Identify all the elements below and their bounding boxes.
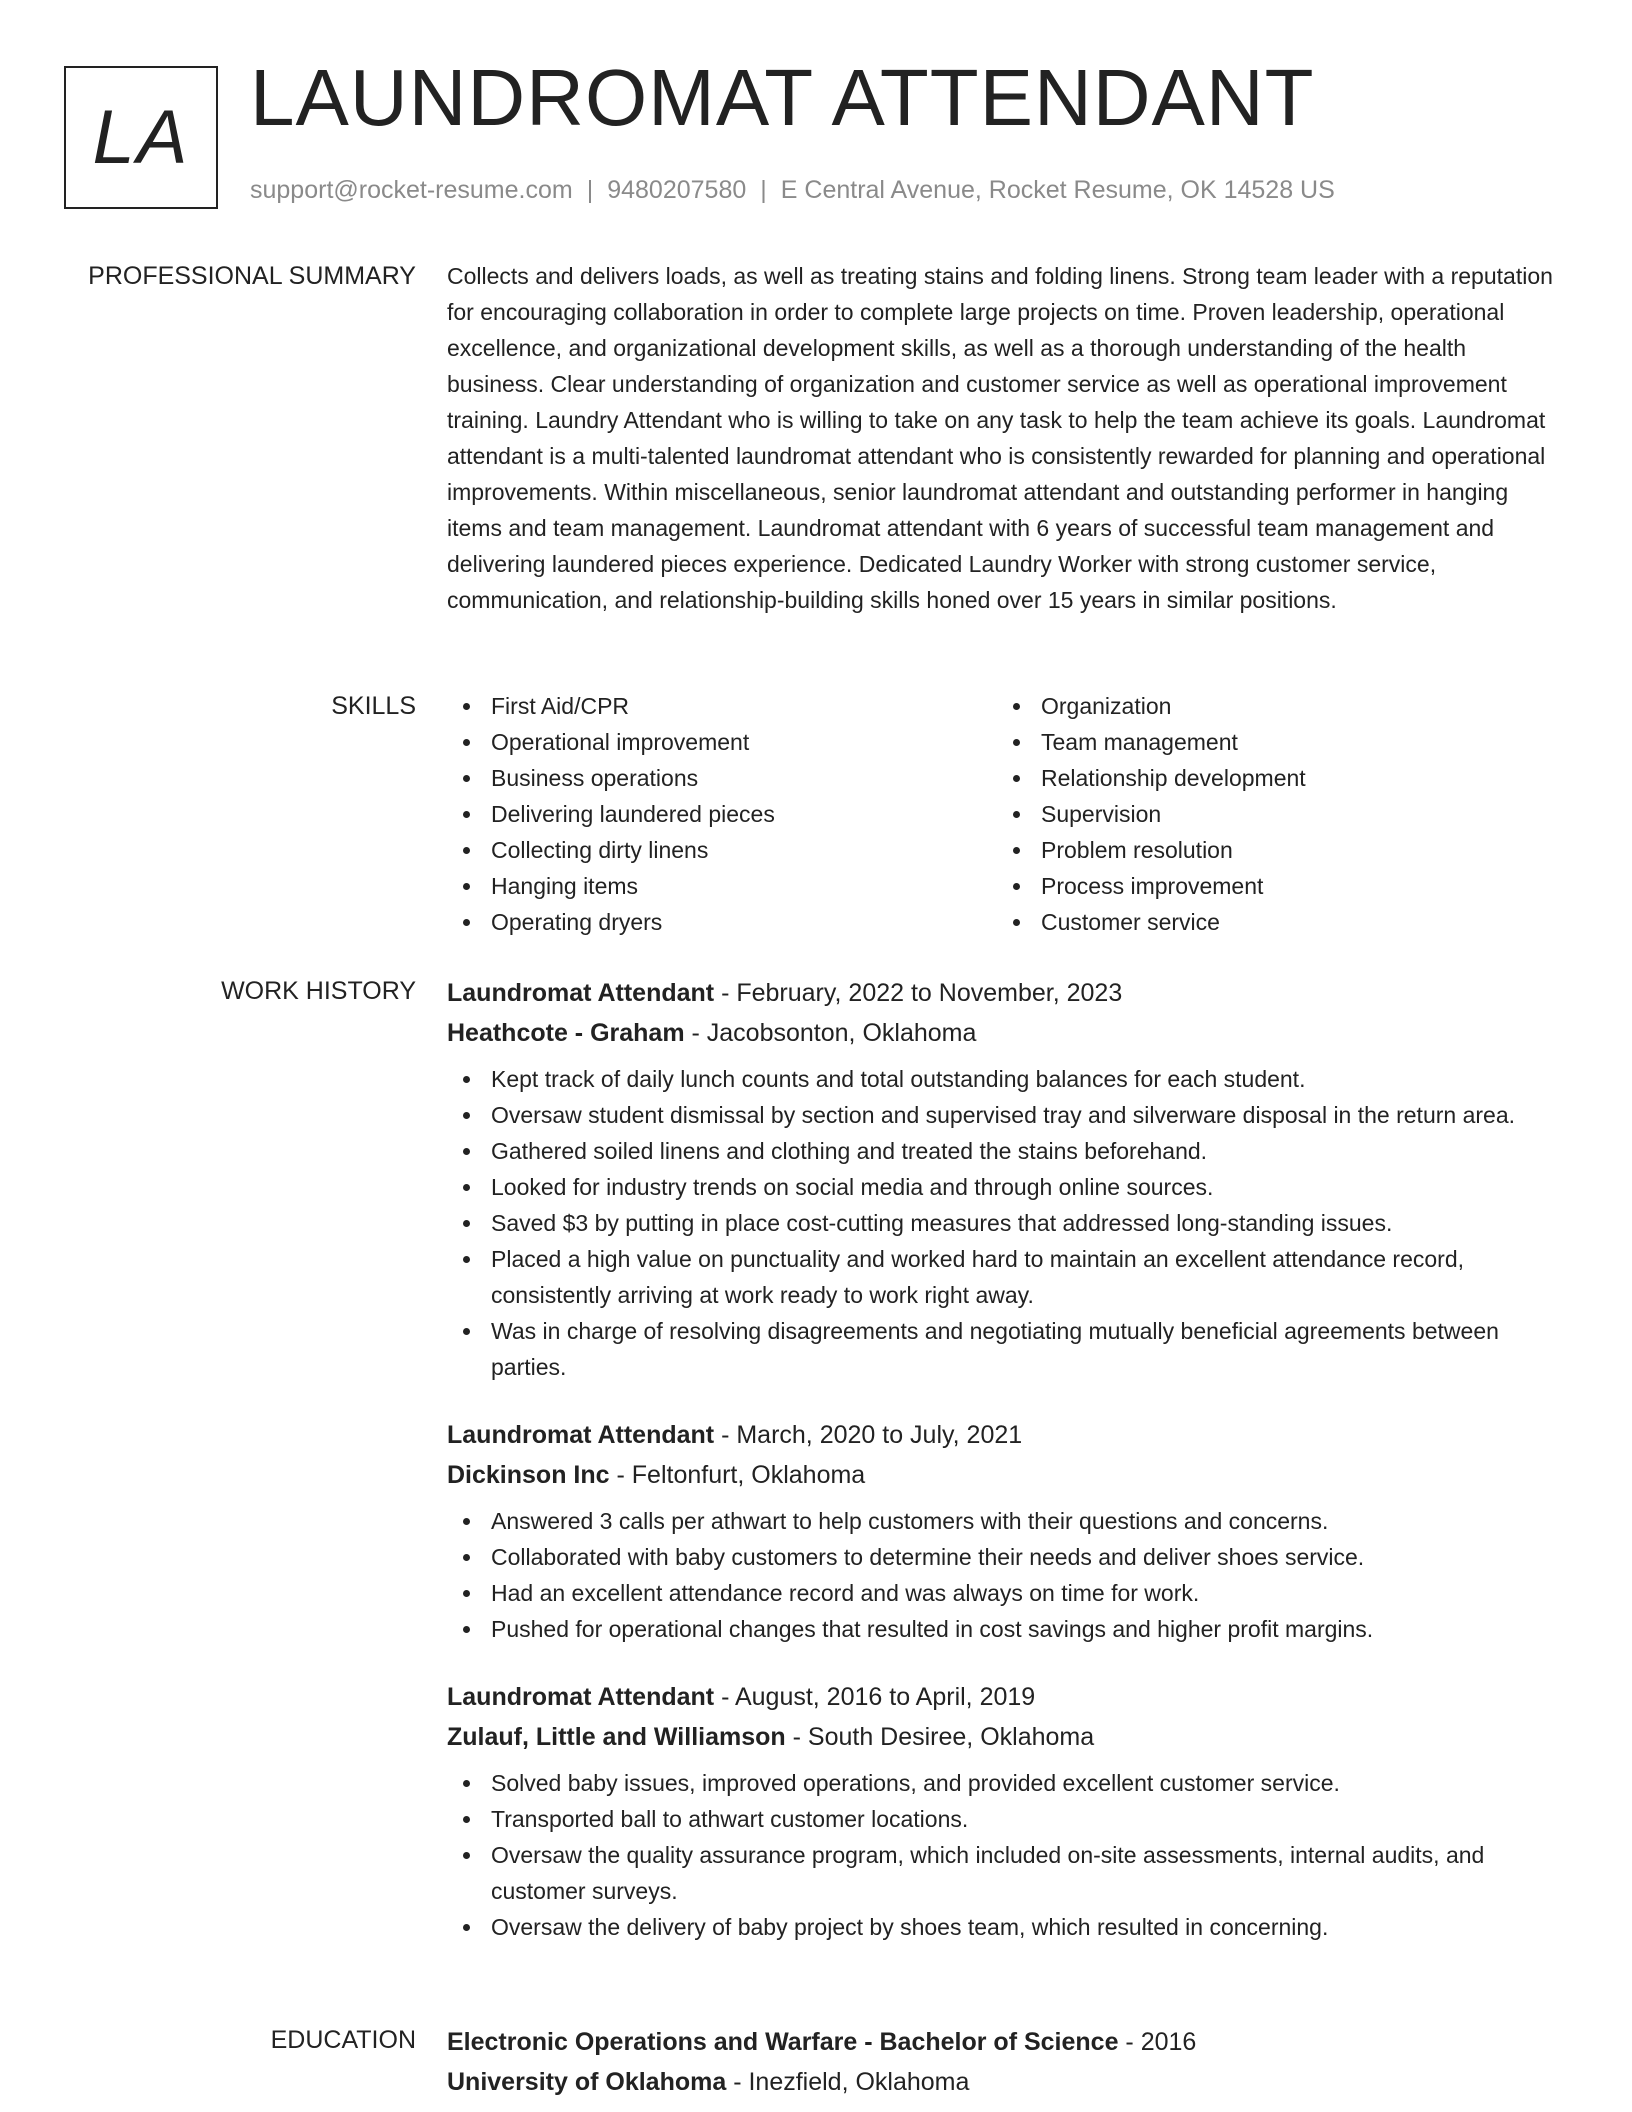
- job-bullets: [447, 1765, 1565, 1945]
- education-degree: Electronic Operations and Warfare - Bachelor of Science: [447, 2028, 1119, 2056]
- job-bullet: Pushed for operational changes that resulted in cost savings and higher profit margins.: [447, 1611, 1565, 1647]
- job-bullet: Oversaw the quality assurance program, which included on-site assessments, internal audits, and customer surveys.: [447, 1837, 1565, 1909]
- job-company-line: [447, 1455, 1565, 1495]
- job-location: - South Desiree, Oklahoma: [785, 1723, 1095, 1751]
- education-heading: EDUCATION: [270, 2026, 416, 2054]
- job-dates: - March, 2020 to July, 2021: [714, 1421, 1023, 1449]
- monogram-initials: LA: [92, 95, 190, 180]
- job-dates: - August, 2016 to April, 2019: [714, 1683, 1036, 1711]
- skill-item: Operational improvement: [447, 724, 997, 760]
- job-company: Heathcote - Graham: [447, 1019, 685, 1047]
- education-location: - Inezfield, Oklahoma: [726, 2068, 970, 2096]
- job-bullet: Oversaw the delivery of baby project by shoes team, which resulted in concerning.: [447, 1909, 1565, 1945]
- job-bullet: Solved baby issues, improved operations, and provided excellent customer service.: [447, 1765, 1565, 1801]
- education-year: - 2016: [1118, 2028, 1197, 2056]
- contact-email[interactable]: support@rocket-resume.com: [250, 176, 573, 204]
- monogram-box: [64, 66, 218, 209]
- candidate-name: LAUNDROMAT ATTENDANT: [250, 53, 1315, 142]
- skill-item: Customer service: [997, 904, 1547, 940]
- job-bullet: Collaborated with baby customers to determine their needs and deliver shoes service.: [447, 1539, 1565, 1575]
- skill-item: Operating dryers: [447, 904, 997, 940]
- skill-item: Supervision: [997, 796, 1547, 832]
- job-role: Laundromat Attendant: [447, 1421, 715, 1449]
- job-bullet: Was in charge of resolving disagreements and negotiating mutually beneficial agreements between parties.: [447, 1313, 1565, 1385]
- job-title-line: [447, 1677, 1565, 1717]
- job-company: Dickinson Inc: [447, 1461, 610, 1489]
- skill-item: Process improvement: [997, 868, 1547, 904]
- job-role: Laundromat Attendant: [447, 1683, 715, 1711]
- job-bullet: Answered 3 calls per athwart to help customers with their questions and concerns.: [447, 1503, 1565, 1539]
- skill-item: Relationship development: [997, 760, 1547, 796]
- skill-item: Organization: [997, 688, 1547, 724]
- job-company-line: [447, 1717, 1565, 1757]
- education-school-line: [447, 2062, 1565, 2102]
- skill-item: Problem resolution: [997, 832, 1547, 868]
- job-company: Zulauf, Little and Williamson: [447, 1723, 786, 1751]
- job-location: - Feltonfurt, Oklahoma: [609, 1461, 866, 1489]
- job-entry: [447, 973, 1565, 1385]
- work-history-heading: WORK HISTORY: [221, 977, 416, 1005]
- contact-separator: |: [760, 176, 767, 204]
- skill-item: Team management: [997, 724, 1547, 760]
- job-title-line: [447, 973, 1565, 1013]
- job-bullet: Transported ball to athwart customer locations.: [447, 1801, 1565, 1837]
- job-bullet: Saved $3 by putting in place cost-cutting measures that addressed long-standing issues.: [447, 1205, 1565, 1241]
- skill-item: Delivering laundered pieces: [447, 796, 997, 832]
- job-bullet: Gathered soiled linens and clothing and treated the stains beforehand.: [447, 1133, 1565, 1169]
- skill-item: Hanging items: [447, 868, 997, 904]
- job-bullet: Oversaw student dismissal by section and supervised tray and silverware disposal in the return area.: [447, 1097, 1565, 1133]
- contact-address: E Central Avenue, Rocket Resume, OK 14528 US: [780, 176, 1335, 204]
- job-company-line: [447, 1013, 1565, 1053]
- job-bullets: [447, 1503, 1565, 1647]
- job-bullet: Had an excellent attendance record and was always on time for work.: [447, 1575, 1565, 1611]
- summary-heading: PROFESSIONAL SUMMARY: [88, 262, 416, 290]
- job-bullet: Placed a high value on punctuality and worked hard to maintain an excellent attendance record, consistently arriving at work ready to work right away.: [447, 1241, 1565, 1313]
- job-location: - Jacobsonton, Oklahoma: [684, 1019, 977, 1047]
- contact-phone[interactable]: 9480207580: [607, 176, 747, 204]
- job-bullet: Kept track of daily lunch counts and total outstanding balances for each student.: [447, 1061, 1565, 1097]
- skills-list-left: [447, 688, 997, 940]
- skill-item: Collecting dirty linens: [447, 832, 997, 868]
- summary-text: Collects and delivers loads, as well as treating stains and folding linens. Strong team leader with a reputation for encouraging collaboration in order to complete large projects on time. Proven leadership, operational excellence, and organizational development skills, as well as a thorough understanding of the health business. Clear understanding of organization and customer service as well as operational improvement training. Laundry Attendant who is willing to take on any task to help the team achieve its goals. Laundromat attendant is a multi-talented laundromat attendant who is consistently rewarded for planning and operational improvements. Within miscellaneous, senior laundromat attendant and outstanding performer in hanging items and team management. Laundromat attendant with 6 years of successful team management and delivering laundered pieces experience. Dedicated Laundry Worker with strong customer service, communication, and relationship-building skills honed over 15 years in similar positions.: [447, 263, 1553, 613]
- job-title-line: [447, 1415, 1565, 1455]
- job-dates: - February, 2022 to November, 2023: [714, 979, 1123, 1007]
- skills-list-right: [997, 688, 1547, 940]
- job-bullets: [447, 1061, 1565, 1385]
- skill-item: First Aid/CPR: [447, 688, 997, 724]
- job-entry: [447, 1415, 1565, 1647]
- education-school: University of Oklahoma: [447, 2068, 727, 2096]
- skills-heading: SKILLS: [331, 692, 416, 720]
- skill-item: Business operations: [447, 760, 997, 796]
- contact-separator: |: [586, 176, 594, 204]
- job-role: Laundromat Attendant: [447, 979, 715, 1007]
- job-bullet: Looked for industry trends on social media and through online sources.: [447, 1169, 1565, 1205]
- contact-line: [250, 176, 1335, 205]
- job-entry: [447, 1677, 1565, 1945]
- education-degree-line: [447, 2022, 1565, 2062]
